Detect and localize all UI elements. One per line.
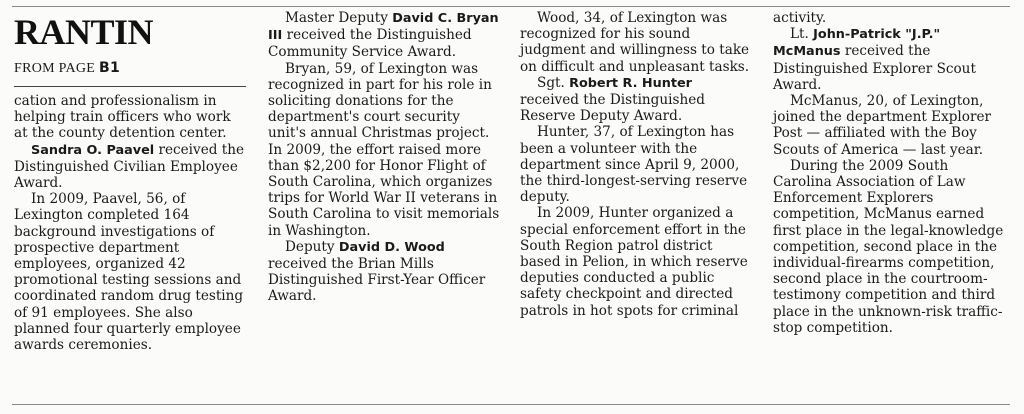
article-paragraph (14, 142, 248, 192)
article-paragraph (520, 124, 754, 205)
article-paragraph (773, 10, 1007, 26)
honoree-name: David D. Wood (338, 239, 445, 255)
paragraph-text: received the Distinguished Reserve Deputy Award. (520, 92, 705, 125)
paragraph-text: cation and professionalism in helping train officers who work at the county detention center. (14, 93, 231, 142)
paragraph-text: activity. (773, 10, 827, 26)
honoree-name: Sandra O. Paavel (31, 142, 155, 158)
article-column-3 (520, 10, 754, 319)
article-column-4 (773, 10, 1007, 336)
top-rule (12, 6, 1010, 7)
paragraph-text: McManus, 20, of Lexington, joined the department Explorer Post — affiliated with the Boy Scouts of America — last year. (773, 93, 992, 158)
article-paragraph (520, 10, 754, 75)
story-slug: RANTIN (14, 12, 154, 52)
paragraph-text: Hunter, 37, of Lexington has been a volunteer with the department since April 9, 2000, the third-longest-serving reserve deputy. (520, 124, 748, 206)
paragraph-text: During the 2009 South Carolina Association of Law Enforcement Explorers competition, McManus earned first place in the legal-knowledge competition, second place in the individual-firearms competition, second place in the courtroom-testimony competition and third place in the unknown-risk traffic-stop competition. (773, 157, 1004, 336)
honoree-name: John-Patrick "J.P." McManus (773, 27, 941, 60)
article-paragraph (268, 239, 502, 305)
article-paragraph (773, 26, 1007, 93)
article-column-2 (268, 10, 502, 305)
paragraph-text: In 2009, Hunter organized a special enforcement effort in the South Region patrol district based in Pelion, in which reserve deputies conducted a public safety checkpoint and directed patrols in hot spots for criminal (520, 205, 748, 319)
jump-line (14, 60, 246, 77)
article-paragraph (520, 75, 754, 125)
paragraph-text: received the Brian Mills Distinguished First-Year Officer Award. (268, 256, 486, 305)
from-page-label: FROM PAGE (14, 61, 96, 76)
honoree-name: David C. Bryan III (268, 11, 499, 44)
bottom-rule (12, 404, 1010, 405)
jump-header (14, 12, 246, 77)
paragraph-text: Bryan, 59, of Lexington was recognized in part for his role in soliciting donations for the department's court security unit's annual Christmas project. In 2009, the effort raised more than $2,200 for Honor Flight of South Carolina, which organizes trips for World War II veterans in South Carolina to visit memorials in Washington. (268, 60, 500, 239)
header-rule (14, 86, 246, 87)
paragraph-text: Deputy (285, 238, 339, 255)
article-paragraph (14, 93, 248, 142)
paragraph-text: Lt. (790, 26, 814, 43)
paragraph-text: received the Distinguished Civilian Employee Award. (14, 141, 245, 192)
article-paragraph (520, 205, 754, 318)
article-paragraph (773, 158, 1007, 336)
paragraph-text: Wood, 34, of Lexington was recognized for his sound judgment and willingness to take on difficult and unpleasant tasks. (520, 10, 750, 75)
article-paragraph (773, 93, 1007, 158)
paragraph-text: In 2009, Paavel, 56, of Lexington completed 164 background investigations of prospective department employees, organized 42 promotional testing sessions and coordinated random drug testing of 91 employees. She also planned four quarterly employee awards ceremonies. (14, 191, 244, 354)
paragraph-text: Sgt. (537, 74, 570, 91)
paragraph-text: received the Distinguished Community Service Award. (268, 27, 472, 61)
honoree-name: Robert R. Hunter (569, 75, 692, 91)
article-column-1 (14, 93, 248, 353)
from-page-number: B1 (98, 60, 120, 76)
article-paragraph (268, 61, 502, 239)
paragraph-text: Master Deputy (285, 10, 393, 26)
article-paragraph (14, 191, 248, 353)
article-paragraph (268, 10, 502, 61)
paragraph-text: received the Distinguished Explorer Scout Award. (773, 43, 976, 93)
